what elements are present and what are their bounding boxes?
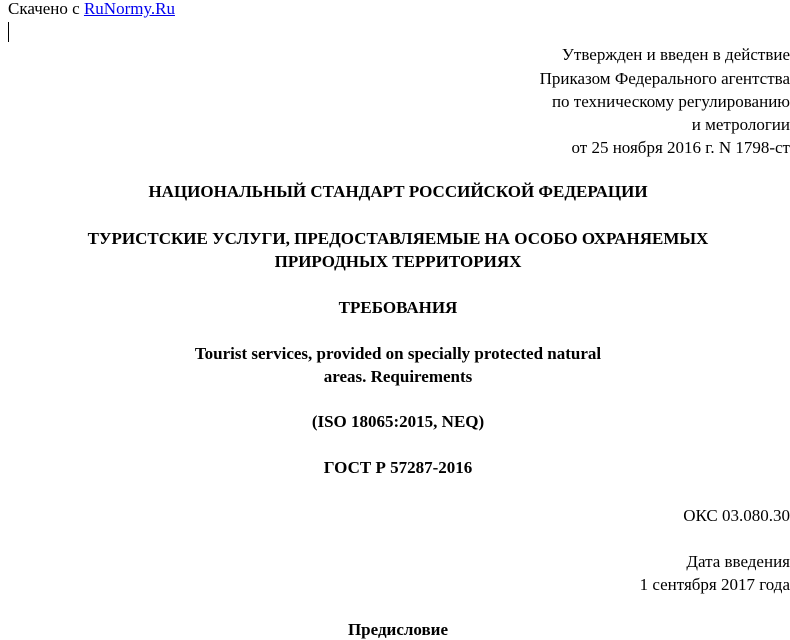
source-line [8,0,175,21]
gost-number: ГОСТ Р 57287-2016 [323,458,473,477]
approval-line-5: от 25 ноября 2016 г. N 1798-ст [571,138,790,157]
title-line-1: ТУРИСТСКИЕ УСЛУГИ, ПРЕДОСТАВЛЯЕМЫЕ НА ОСОБО ОХРАНЯЕМЫХ [87,229,709,248]
subtitle-heading: ТРЕБОВАНИЯ [338,298,458,317]
english-title-line-1: Tourist services, provided on specially protected natural [194,344,602,363]
text-cursor [8,22,9,42]
approval-line-1: Утвержден и введен в действие [561,45,790,64]
standard-type-heading: НАЦИОНАЛЬНЫЙ СТАНДАРТ РОССИЙСКОЙ ФЕДЕРАЦИИ [148,182,648,201]
english-title-line-2: areas. Requirements [323,367,473,386]
intro-date-value: 1 сентября 2017 года [639,575,790,594]
oks-code: ОКС 03.080.30 [683,506,790,525]
preface-heading: Предисловие [347,620,449,639]
approval-line-2: Приказом Федерального агентства [539,69,790,88]
title-line-2: ПРИРОДНЫХ ТЕРРИТОРИЯХ [274,252,522,271]
approval-line-3: по техническому регулированию [551,92,790,111]
approval-line-4: и метрологии [691,115,790,134]
iso-reference: (ISO 18065:2015, NEQ) [311,412,485,431]
source-prefix: Скачено с [8,0,84,18]
runormy-link[interactable]: RuNormy.Ru [83,0,175,18]
intro-date-label: Дата введения [686,552,790,571]
